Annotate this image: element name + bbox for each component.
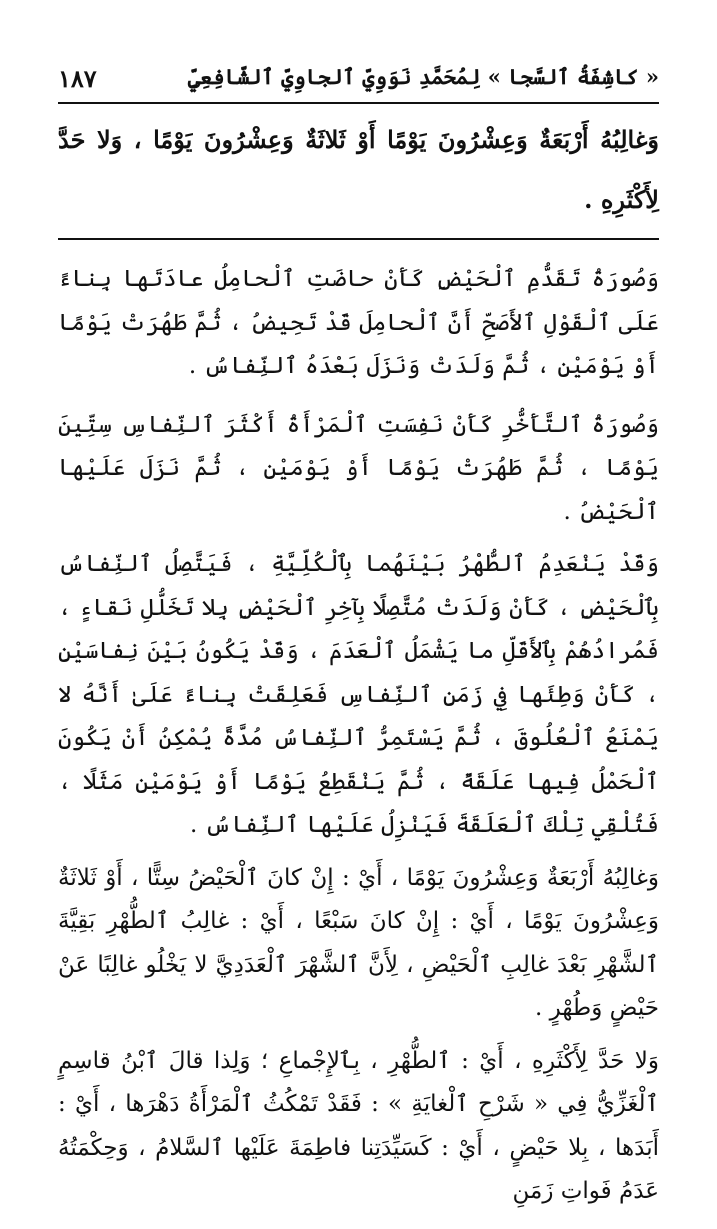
commentary-paragraph: وَصُورَةُ ٱلتَّأَخُّرِ كَأَنْ نَفِسَتِ ٱلْمَرْأَةُ أَكْثَرَ ٱلنِّفاسِ سِتِّينَ يَوْمًا ، ثُمَّ طَهُرَتْ يَوْمًا أَوْ يَوْمَيْنِ ، ثُمَّ نَزَلَ عَلَيْها ٱلْحَيْضُ . xyxy=(58,411,659,525)
footnote-separator xyxy=(58,238,659,240)
commentary-paragraph: وَلا حَدَّ لِأَكْثَرِهِ ، أَيْ : ٱلطُّهْرِ ، بِٱلإِجْماعِ ؛ وَلِذا قالَ ٱبْنُ قاسِمٍ ٱلْغَزِّيُّ فِي « شَرْحِ ٱلْغايَةِ » : فَقَدْ تَمْكُثُ ٱلْمَرْأَةُ دَهْرَها ، أَيْ : أَبَدَها ، بِلا حَيْضٍ ، أَيْ : كَسَيِّدَتِنا فاطِمَةَ عَلَيْها ٱلسَّلامُ ، وَحِكْمَتُهُ عَدَمُ فَواتِ زَمَنِ xyxy=(58,1047,659,1204)
commentary-paragraph: وَغالِبُهُ أَرْبَعَةٌ وَعِشْرُونَ يَوْمًا ، أَيْ : إِنْ كانَ ٱلْحَيْضُ سِتًّا ، أَوْ ثَلاثَةٌ وَعِشْرُونَ يَوْمًا ، أَيْ : إِنْ كانَ سَبْعًا ، أَيْ : غالِبُ ٱلطُّهْرِ بَقِيَّةَ ٱلشَّهْرِ بَعْدَ غالِبِ ٱلْحَيْضِ ، لِأَنَّ ٱلشَّهْرَ ٱلْعَدَدِيَّ لا يَخْلُو غالِبًا عَنْ حَيْضٍ وَطُهْرٍ . xyxy=(58,864,659,1021)
commentary xyxy=(58,258,659,1229)
matn-text: وَغالِبُهُ أَرْبَعَةٌ وَعِشْرُونَ يَوْمًا أَوْ ثَلاثَةٌ وَعِشْرُونَ يَوْمًا ، وَلا حَدَّ لِأَكْثَرِهِ . xyxy=(58,125,659,214)
commentary-paragraph: وَصُورَةُ تَقَدُّمِ ٱلْحَيْضِ كَأَنْ حاضَتِ ٱلْحامِلُ عادَتَها بِناءً عَلَى ٱلْقَوْلِ ٱلأَصَحِّ أَنَّ ٱلْحامِلَ قَدْ تَحِيضُ ، ثُمَّ طَهُرَتْ يَوْمًا أَوْ يَوْمَيْنِ ، ثُمَّ وَلَدَتْ وَنَزَلَ بَعْدَهُ ٱلنِّفاسُ . xyxy=(58,266,659,379)
running-title: « كاشِفَةُ ٱلسَّجا » لِمُحَمَّدِ نَوَوِيِّ ٱلجاوِيِّ ٱلشّافِعِيِّ xyxy=(187,64,659,89)
header-rule xyxy=(58,102,659,104)
page-header xyxy=(58,60,659,104)
commentary-paragraph: وَقَدْ يَنْعَدِمُ ٱلطُّهْرُ بَيْنَهُما بِٱلْكُلِّيَّةِ ، فَيَتَّصِلُ ٱلنِّفاسُ بِٱلْحَيْضِ ، كَأَنْ وَلَدَتْ مُتَّصِلًا بِآخِرِ ٱلْحَيْضِ بِلا تَخَلُّلِ نَقاءٍ ، فَمُرادُهُمْ بِٱلأَقَلِّ ما يَشْمَلُ ٱلْعَدَمَ ، وَقَدْ يَكُونُ بَيْنَ نِفاسَيْنِ ، كَأَنْ وَطِئَها فِي زَمَنِ ٱلنِّفاسِ فَعَلِقَتْ بِناءً عَلَىٰ أَنَّهُ لا يَمْنَعُ ٱلْعُلُوقَ ، ثُمَّ يَسْتَمِرُّ ٱلنِّفاسُ مُدَّةً يُمْكِنُ أَنْ يَكُونَ ٱلْحَمْلُ فِيها عَلَقَةً ، ثُمَّ يَنْقَطِعُ يَوْمًا أَوْ يَوْمَيْنِ مَثَلًا ، فَتُلْقِي تِلْكَ ٱلْعَلَقَةَ فَيَنْزِلُ عَلَيْها ٱلنِّفاسُ . xyxy=(58,551,659,838)
page-number: ١٨٧ xyxy=(58,64,97,93)
